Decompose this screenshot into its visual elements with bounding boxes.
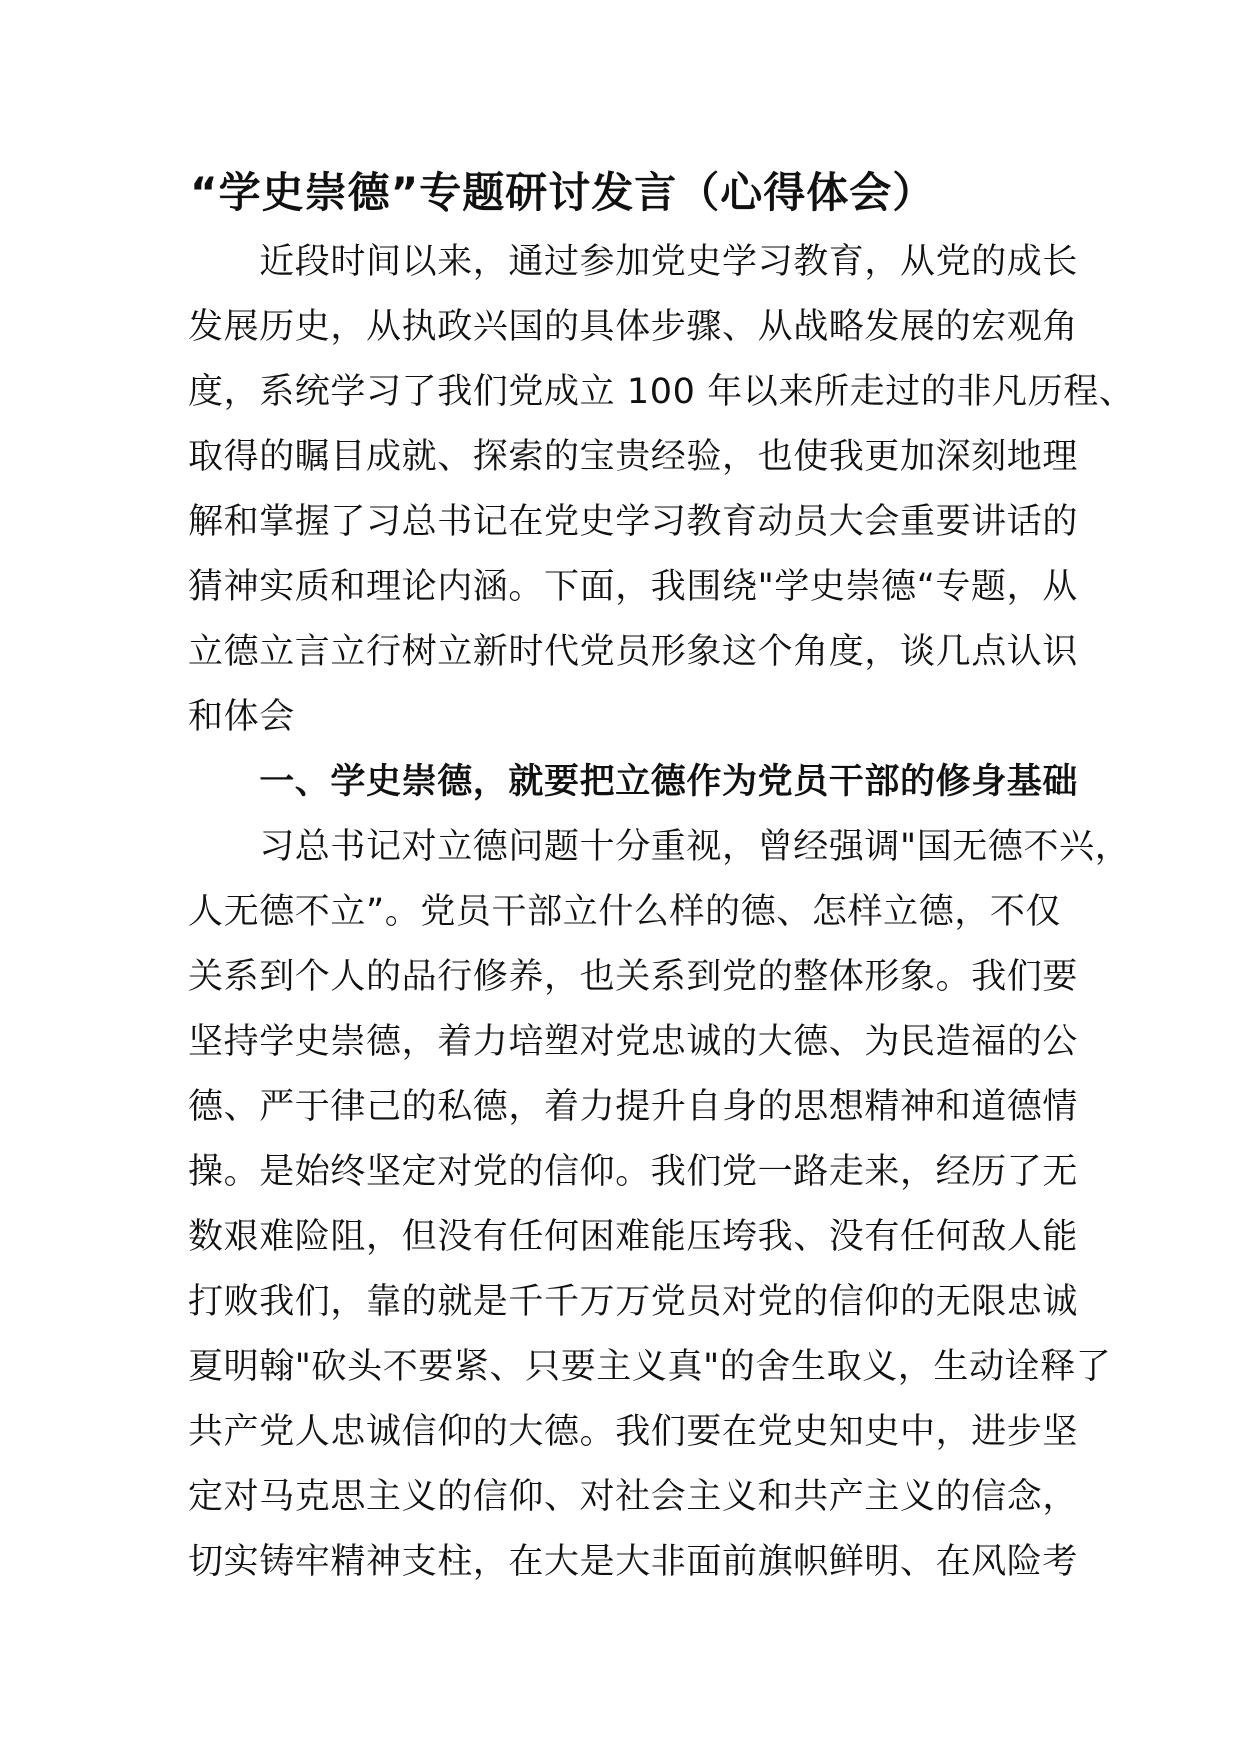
paragraph-line: 解和掌握了习总书记在党史学习教育动员大会重要讲话的 [188,502,1079,542]
paragraph-line: 人无德不立”。党员干部立什么样的德、怎样立德，不仅 [188,892,1062,932]
paragraph-line: 打败我们，靠的就是千千万万党员对党的信仰的无限忠诚 [188,1282,1079,1322]
document-title: “学史崇德”专题研讨发言（心得体会） [190,168,936,217]
paragraph-line: 切实铸牢精神支柱，在大是大非面前旗帜鲜明、在风险考 [188,1542,1079,1582]
paragraph-line: 德、严于律己的私德，着力提升自身的思想精神和道德情 [188,1087,1079,1127]
paragraph-line: 猜神实质和理论内涵。下面，我围绕"学史崇德“专题，从 [188,567,1078,607]
paragraph-line: 定对马克思主义的信仰、对社会主义和共产主义的信念， [188,1477,1079,1517]
paragraph-line: 习总书记对立德问题十分重视，曾经强调"国无德不兴， [188,827,1131,867]
paragraph-line: 发展历史，从执政兴国的具体步骤、从战略发展的宏观角 [188,307,1079,347]
paragraph-line: 近段时间以来，通过参加党史学习教育，从党的成长 [188,242,1079,282]
paragraph-line: 和体会 [188,697,295,737]
document-body [188,230,1135,1595]
paragraph-line: 操。是始终坚定对党的信仰。我们党一路走来，经历了无 [188,1152,1079,1192]
paragraph-line: 数艰难险阻，但没有任何困难能压垮我、没有任何敌人能 [188,1217,1079,1257]
paragraph-line: 共产党人忠诚信仰的大德。我们要在党史知史中，进步坚 [188,1412,1079,1452]
paragraph-line: 坚持学史崇德，着力培塑对党忠诚的大德、为民造福的公 [188,1022,1079,1062]
paragraph-line: 关系到个人的品行修养，也关系到党的整体形象。我们要 [188,957,1079,997]
paragraph-line: 夏明翰"砍头不要紧、只要主义真"的舍生取义，生动诠释了 [188,1347,1112,1387]
paragraph-line: 度，系统学习了我们党成立 100 年以来所走过的非凡历程、 [188,372,1135,412]
paragraph-line: 取得的瞩目成就、探索的宝贵经验，也使我更加深刻地理 [188,437,1079,477]
paragraph-line: 立德立言立行树立新时代党员形象这个角度，谈几点认识 [188,632,1079,672]
section-heading: 一、学史崇德，就要把立德作为党员干部的修身基础 [188,762,1079,802]
